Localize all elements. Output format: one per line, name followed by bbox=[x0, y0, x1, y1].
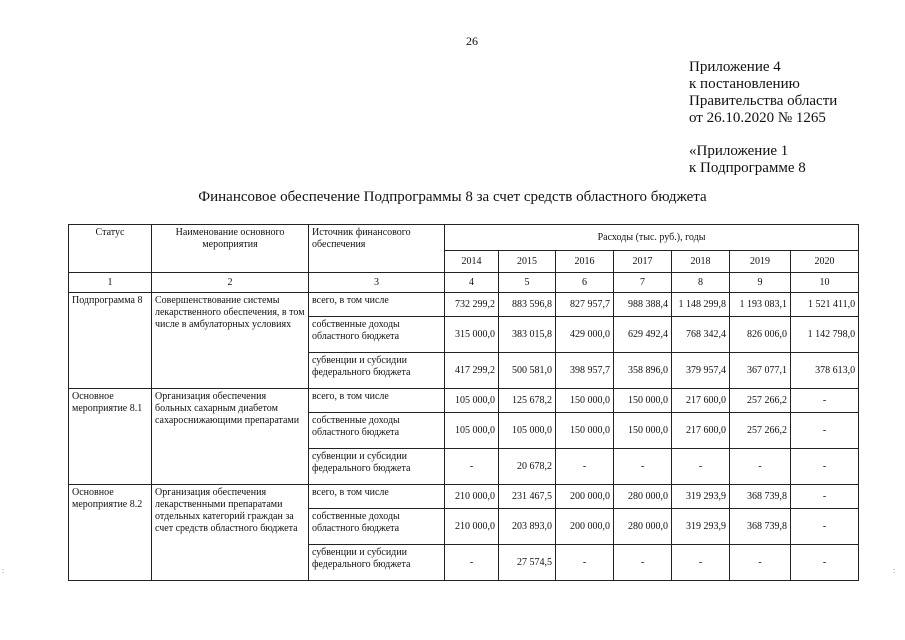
column-number: 3 bbox=[309, 273, 445, 293]
status-cell: Основное мероприятие 8.2 bbox=[69, 485, 152, 581]
value-cell: 1 142 798,0 bbox=[791, 317, 859, 353]
value-cell: 367 077,1 bbox=[730, 353, 791, 389]
value-cell: 768 342,4 bbox=[672, 317, 730, 353]
header-row bbox=[69, 225, 859, 251]
column-number: 5 bbox=[499, 273, 556, 293]
source-cell: всего, в том числе bbox=[309, 389, 445, 413]
table-row bbox=[69, 389, 859, 413]
value-cell: 27 574,5 bbox=[499, 545, 556, 581]
appendix-sub-line: к Подпрограмме 8 bbox=[689, 160, 806, 176]
header-year: 2019 bbox=[730, 251, 791, 273]
source-cell: субвенции и субсидии федерального бюджета bbox=[309, 545, 445, 581]
value-cell: 379 957,4 bbox=[672, 353, 730, 389]
value-cell: - bbox=[791, 545, 859, 581]
source-cell: всего, в том числе bbox=[309, 485, 445, 509]
source-cell: собственные доходы областного бюджета bbox=[309, 317, 445, 353]
value-cell: 217 600,0 bbox=[672, 413, 730, 449]
value-cell: 210 000,0 bbox=[445, 509, 499, 545]
value-cell: 988 388,4 bbox=[614, 293, 672, 317]
activity-name-cell: Организация обеспечения больных сахарным диабетом сахароснижающими препаратами bbox=[152, 389, 309, 485]
value-cell: - bbox=[791, 413, 859, 449]
value-cell: 257 266,2 bbox=[730, 389, 791, 413]
header-status: Статус bbox=[69, 225, 152, 273]
document-title: Финансовое обеспечение Подпрограммы 8 за счет средств областного бюджета bbox=[198, 189, 707, 205]
value-cell: 827 957,7 bbox=[556, 293, 614, 317]
value-cell: 629 492,4 bbox=[614, 317, 672, 353]
value-cell: 500 581,0 bbox=[499, 353, 556, 389]
activity-name-cell: Организация обеспечения лекарственными препаратами отдельных категорий граждан за счет средств областного бюджета bbox=[152, 485, 309, 581]
activity-name-cell: Совершенствование системы лекарственного обеспечения, в том числе в амбулаторных условиях bbox=[152, 293, 309, 389]
value-cell: - bbox=[730, 449, 791, 485]
value-cell: 105 000,0 bbox=[445, 413, 499, 449]
value-cell: 150 000,0 bbox=[614, 389, 672, 413]
appendix-line: от 26.10.2020 № 1265 bbox=[689, 110, 826, 126]
value-cell: 368 739,8 bbox=[730, 485, 791, 509]
header-year: 2014 bbox=[445, 251, 499, 273]
column-numbers-row bbox=[69, 273, 859, 293]
table-row bbox=[69, 293, 859, 317]
header-source: Источник финансового обеспечения bbox=[309, 225, 445, 273]
header-year: 2015 bbox=[499, 251, 556, 273]
table-body bbox=[69, 225, 859, 581]
value-cell: 378 613,0 bbox=[791, 353, 859, 389]
value-cell: 105 000,0 bbox=[499, 413, 556, 449]
value-cell: 319 293,9 bbox=[672, 485, 730, 509]
value-cell: - bbox=[614, 545, 672, 581]
value-cell: 1 521 411,0 bbox=[791, 293, 859, 317]
column-number: 8 bbox=[672, 273, 730, 293]
column-number: 1 bbox=[69, 273, 152, 293]
column-number: 4 bbox=[445, 273, 499, 293]
value-cell: 417 299,2 bbox=[445, 353, 499, 389]
value-cell: 125 678,2 bbox=[499, 389, 556, 413]
value-cell: 1 148 299,8 bbox=[672, 293, 730, 317]
value-cell: - bbox=[445, 545, 499, 581]
value-cell: 203 893,0 bbox=[499, 509, 556, 545]
appendix-block bbox=[689, 59, 837, 127]
table-row bbox=[69, 485, 859, 509]
appendix-subblock bbox=[689, 143, 806, 177]
value-cell: - bbox=[556, 545, 614, 581]
value-cell: - bbox=[614, 449, 672, 485]
value-cell: - bbox=[672, 449, 730, 485]
column-number: 7 bbox=[614, 273, 672, 293]
scan-edge-mark: : bbox=[2, 566, 5, 575]
value-cell: 315 000,0 bbox=[445, 317, 499, 353]
value-cell: 150 000,0 bbox=[556, 389, 614, 413]
appendix-line: Правительства области bbox=[689, 93, 838, 109]
value-cell: - bbox=[672, 545, 730, 581]
appendix-sub-line: «Приложение 1 bbox=[689, 143, 789, 159]
value-cell: 398 957,7 bbox=[556, 353, 614, 389]
header-year: 2017 bbox=[614, 251, 672, 273]
status-cell: Основное мероприятие 8.1 bbox=[69, 389, 152, 485]
value-cell: 826 006,0 bbox=[730, 317, 791, 353]
header-expenses: Расходы (тыс. руб.), годы bbox=[445, 225, 859, 251]
value-cell: 368 739,8 bbox=[730, 509, 791, 545]
header-year: 2018 bbox=[672, 251, 730, 273]
value-cell: 280 000,0 bbox=[614, 485, 672, 509]
appendix-line: Приложение 4 bbox=[689, 59, 781, 75]
value-cell: - bbox=[445, 449, 499, 485]
source-cell: собственные доходы областного бюджета bbox=[309, 509, 445, 545]
value-cell: 105 000,0 bbox=[445, 389, 499, 413]
value-cell: 150 000,0 bbox=[614, 413, 672, 449]
value-cell: 210 000,0 bbox=[445, 485, 499, 509]
value-cell: 358 896,0 bbox=[614, 353, 672, 389]
value-cell: 732 299,2 bbox=[445, 293, 499, 317]
value-cell: 383 015,8 bbox=[499, 317, 556, 353]
value-cell: 319 293,9 bbox=[672, 509, 730, 545]
page-number: 26 bbox=[466, 34, 478, 48]
scan-edge-mark: : bbox=[893, 566, 896, 575]
source-cell: собственные доходы областного бюджета bbox=[309, 413, 445, 449]
financing-table bbox=[68, 224, 859, 581]
appendix-line: к постановлению bbox=[689, 76, 800, 92]
source-cell: субвенции и субсидии федерального бюджета bbox=[309, 353, 445, 389]
header-year: 2016 bbox=[556, 251, 614, 273]
source-cell: субвенции и субсидии федерального бюджета bbox=[309, 449, 445, 485]
value-cell: 200 000,0 bbox=[556, 485, 614, 509]
value-cell: 280 000,0 bbox=[614, 509, 672, 545]
value-cell: 200 000,0 bbox=[556, 509, 614, 545]
status-cell: Подпрограмма 8 bbox=[69, 293, 152, 389]
value-cell: 217 600,0 bbox=[672, 389, 730, 413]
value-cell: 883 596,8 bbox=[499, 293, 556, 317]
value-cell: 1 193 083,1 bbox=[730, 293, 791, 317]
value-cell: - bbox=[791, 509, 859, 545]
value-cell: - bbox=[730, 545, 791, 581]
source-cell: всего, в том числе bbox=[309, 293, 445, 317]
header-name: Наименование основного мероприятия bbox=[152, 225, 309, 273]
column-number: 2 bbox=[152, 273, 309, 293]
value-cell: - bbox=[791, 449, 859, 485]
column-number: 10 bbox=[791, 273, 859, 293]
value-cell: - bbox=[791, 485, 859, 509]
value-cell: - bbox=[791, 389, 859, 413]
value-cell: - bbox=[556, 449, 614, 485]
header-year: 2020 bbox=[791, 251, 859, 273]
value-cell: 429 000,0 bbox=[556, 317, 614, 353]
value-cell: 257 266,2 bbox=[730, 413, 791, 449]
value-cell: 231 467,5 bbox=[499, 485, 556, 509]
value-cell: 150 000,0 bbox=[556, 413, 614, 449]
column-number: 6 bbox=[556, 273, 614, 293]
value-cell: 20 678,2 bbox=[499, 449, 556, 485]
column-number: 9 bbox=[730, 273, 791, 293]
